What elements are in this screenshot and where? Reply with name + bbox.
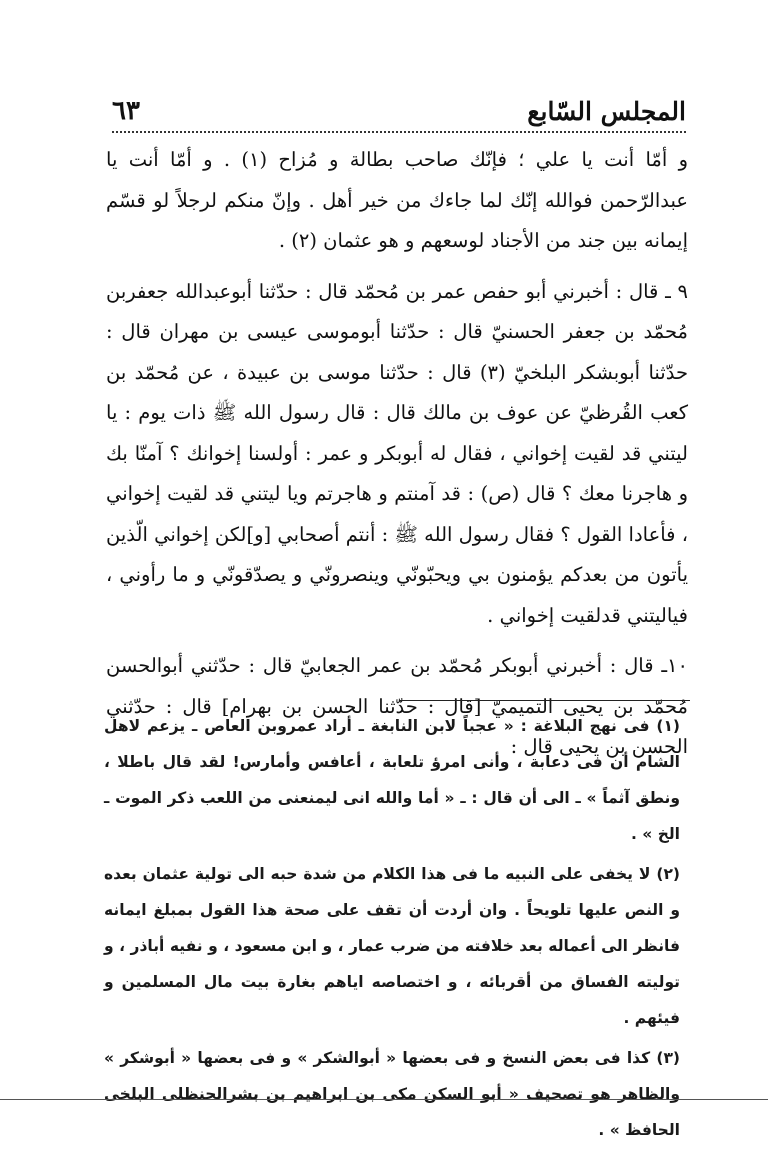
paragraph: و أمّا أنت يا علي ؛ فإنّك صاحب بطالة و مُزاح (١) . و أمّا أنت يا عبدالرّحمن فوالله إنّك لما جاءك من خير أهل . وإنّ منكم لرجلاً لو قسّم إيمانه بين جند من الأجناد لوسعهم و هو عثمان (٢) . — [106, 148, 688, 252]
main-text — [106, 140, 688, 768]
page-number: ٦٣ — [112, 96, 140, 126]
footnote: (٢) لا يخفى على النبيه ما فى هذا الكلام من شدة حبه الى تولية عثمان بعده و النص عليها تلويحاً . وان أردت أن تقف على صحة هذا القول بمبلغ ايمانه فانظر الى أعماله بعد خلافته من ضرب عمار ، و ابن مسعود ، و نفيه أباذر ، و توليته الفساق من أقربائه ، و اختصاصه اياهم بغارة بيت مال المسلمين و فيئهم . — [104, 865, 680, 1027]
page-header — [112, 86, 686, 126]
paragraph: ١٠ـ قال : أخبرني أبوبكر مُحمّد بن عمر الجعابيّ قال : حدّثني أبوالحسن مُحمّد بن يحيى التميميّ [قال : حدّثنا الحسن بن بهرام] قال : حدّثني الحسن بن يحيى قال : — [106, 654, 688, 758]
bottom-edge-rule — [0, 1099, 768, 1100]
footnote: (٣) كذا فى بعض النسخ و فى بعضها « أبوالشكر » و فى بعضها « أبوشكر » والظاهر هو تصحيف « أبو السكن مكى بن ابراهيم بن بشرالحنظلى البلخى الحافظ » . — [104, 1049, 680, 1139]
footnote: (١) فى نهج البلاغة : « عجباً لابن النابغة ـ أراد عمروبن العاص ـ يزعم لاهل الشام أن فى دعابة ، وأنى امرؤ تلعابة ، أعافس وأمارس! لقد قال باطلا ، ونطق آثماً » ـ الى أن قال : ـ « أما والله انى ليمنعنى من اللعب ذكر الموت ـ الخ » . — [104, 717, 680, 843]
footnote-separator — [400, 700, 690, 701]
paragraph: ٩ ـ قال : أخبرني أبو حفص عمر بن مُحمّد قال : حدّثنا أبوعبدالله جعفربن مُحمّد بن جعفر الحسنيّ قال : حدّثنا أبوموسى عيسى بن مهران قال : حدّثنا أبوبشكر البلخيّ (٣) قال : حدّثنا موسى بن عبيدة ، عن مُحمّد بن كعب القُرظيّ عن عوف بن مالك قال : قال رسول الله ﷺ ذات يوم : يا ليتني قد لقيت إخواني ، فقال له أبوبكر و عمر : أولسنا إخوانك ؟ آمنّا بك و هاجرنا معك ؟ قال (ص) : قد آمنتم و هاجرتم ويا ليتني قد لقيت إخواني ، فأعادا القول ؟ فقال رسول الله ﷺ : أنتم أصحابي [و]لكن إخواني الّذين يأتون من بعدكم يؤمنون بي ويحبّونّي وينصرونّي و يصدّقونّي و ما رأوني ، فياليتني قدلقيت إخواني . — [106, 279, 688, 627]
footnotes — [104, 708, 680, 1152]
chapter-title: المجلس السّابع — [527, 97, 686, 126]
header-dotted-rule — [112, 131, 686, 133]
